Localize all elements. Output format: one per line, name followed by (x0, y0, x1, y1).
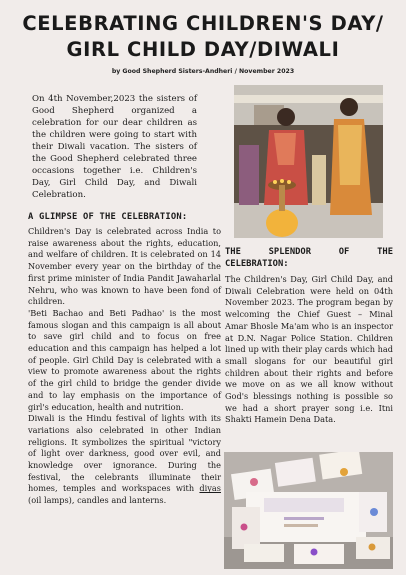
diwali-paragraph (28, 413, 221, 507)
diyas-word: diyas (199, 483, 221, 494)
glimpse-column (28, 226, 221, 507)
page-title-line2: GIRL CHILD DAY/DIWALI (66, 38, 340, 61)
splendor-column (225, 274, 393, 426)
beti-bachao-paragraph: 'Beti Bachao and Beti Padhao' is the most famous slogan and this campaign is all about to save girl child and to focus on free education and this campaign has helped a lot of people. Girl Child Day is celebrated with a view to promote awareness about the rights of the girl child to bridge the gender divide and to lay emphasis on the importance of girl's education, health and nutrition. (28, 307, 221, 412)
page-title-line1: CELEBRATING CHILDREN'S DAY/ (22, 12, 384, 35)
glimpse-heading: A GLIMPSE OF THE CELEBRATION: (28, 212, 188, 222)
splendor-heading: THE SPLENDOR OF THE CELEBRATION: (225, 247, 393, 269)
intro-paragraph: On 4th November,2023 the sisters of Good Shepherd organized a celebration for our dear children as the children were going to start with their Diwali vacation. The sisters of the Good Shepherd celebrated three occasions together i.e. Children's Day, Girl Child Day, and Diwali Celebration. (32, 94, 197, 200)
celebration-photo-diya (234, 85, 383, 238)
childrens-day-paragraph: Children's Day is celebrated across India to raise awareness about the rights, education, and welfare of children. It is celebrated on 14 November every year on the birthday of the first prime minister of India Pandit Jawaharlal Nehru, who was known to have been fond of children. (28, 226, 221, 307)
play-cards-photo (224, 452, 393, 569)
splendor-paragraph: The Children's Day, Girl Child Day, and Diwali Celebration were held on 04th November 2023. The program began by welcoming the Chief Guest – Minal Amar Bhosle Ma'am who is an inspector at D.N. Nagar Police Station. Children lined up with their play cards which had small slogans for our beautiful girl children about their rights and before we move on as we all know without God's blessings nothing is possible so we had a short prayer song i.e. Itni Shakti Hamein Dena Data. (225, 274, 393, 425)
byline: by Good Shepherd Sisters-Andheri / November 2023 (111, 68, 295, 75)
diwali-text-b: (oil lamps), candles and lanterns. (28, 495, 167, 506)
diwali-text-a: Diwali is the Hindu festival of lights with its variations also celebrated in other Indian religions. It symbolizes the spiritual "victory of light over darkness, good over evil, and knowledge over ignorance. During the festival, the celebrants illuminate their homes, temples and workspaces with (28, 413, 221, 494)
